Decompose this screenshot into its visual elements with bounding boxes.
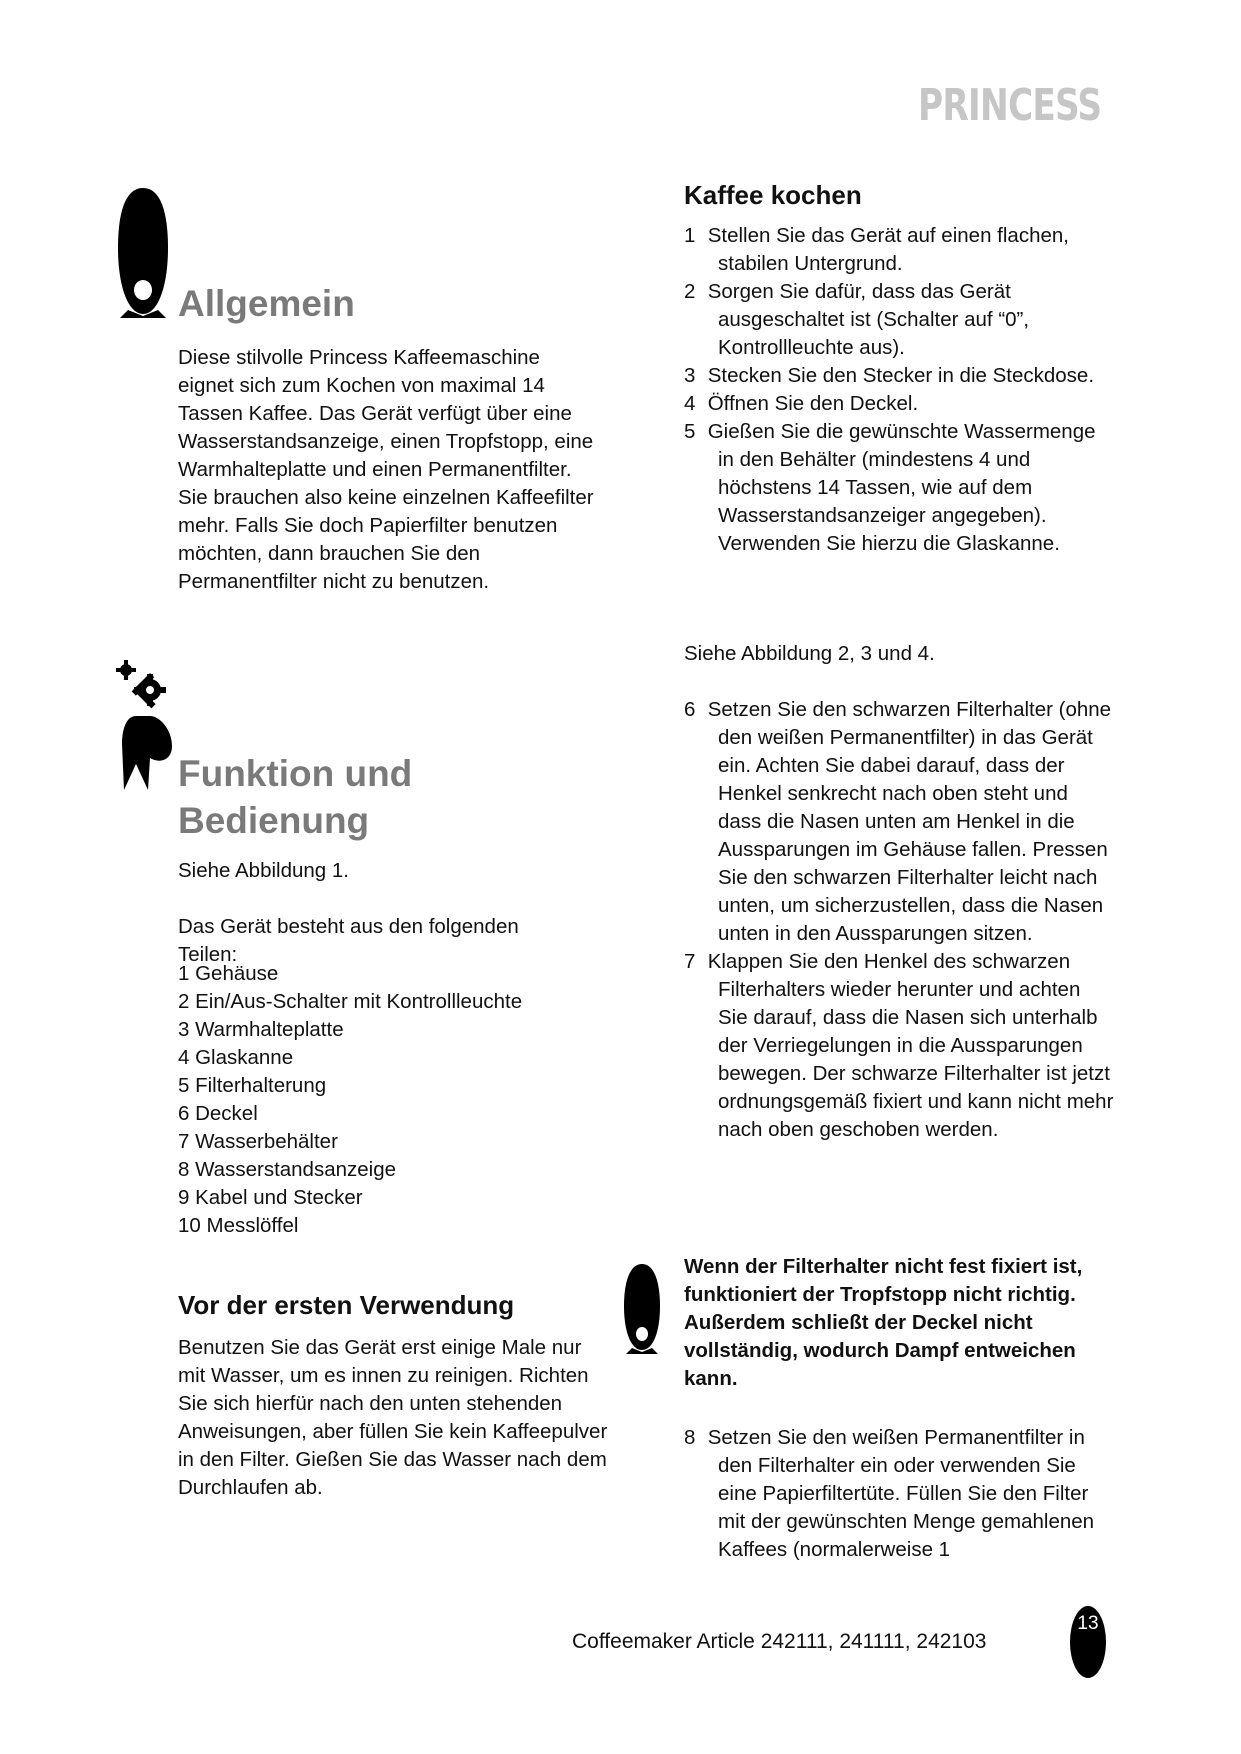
princess-logo: PRINCESS (918, 80, 1102, 131)
list-item: 4 Öffnen Sie den Deckel. (684, 392, 919, 415)
list-item: 7 Wasserbehälter (178, 1130, 338, 1153)
list-item: 9 Kabel und Stecker (178, 1186, 363, 1209)
list-item: 5 Filterhalterung (178, 1074, 327, 1097)
list-item: 3 Warmhalteplatte (178, 1018, 344, 1041)
list-item: 10 Messlöffel (178, 1214, 299, 1237)
page-number-badge: 13 (1070, 1606, 1106, 1678)
footer-article: Coffeemaker Article 242111, 241111, 242103 (572, 1630, 987, 1653)
exclamation-icon (112, 186, 174, 326)
section-title-kaffee-kochen: Kaffee kochen (684, 180, 862, 210)
list-item: 6 Deckel (178, 1102, 258, 1125)
section-title-allgemein: Allgemein (178, 283, 355, 324)
list-item: 1 Stellen Sie das Gerät auf einen flachen, stabilen Untergrund. (684, 224, 1069, 275)
list-item: 3 Stecken Sie den Stecker in die Steckdose. (684, 364, 1095, 387)
section-title-first-use: Vor der ersten Verwendung (178, 1290, 515, 1320)
list-item: 7 Klappen Sie den Henkel des schwarzen Filterhalters wieder herunter und achten Sie darauf, dass die Nasen sich unterhalb der Verriegelungen in die Aussparungen bewegen. Der schwarze Filterhalter ist jetzt ordnungsgemäß fixiert und kann nicht mehr nach oben geschoben werden. (684, 950, 1114, 1141)
steps-list-a (684, 222, 1114, 558)
list-item: 2 Sorgen Sie dafür, dass das Gerät ausgeschaltet ist (Schalter auf “0”, Kontrollleuchte aus). (684, 280, 1030, 359)
list-item: 4 Glaskanne (178, 1046, 294, 1069)
exclamation-icon (620, 1262, 664, 1358)
warning-note: Wenn der Filterhalter nicht fest fixiert ist, funktioniert der Tropfstopp nicht richtig. Außerdem schließt der Deckel nicht vollständig, wodurch Dampf entweichen kann. (684, 1255, 1083, 1390)
first-use-text: Benutzen Sie das Gerät erst einige Male nur mit Wasser, um es innen zu reinigen. Richten Sie sich hierfür nach den unten stehenden Anweisungen, aber füllen Sie kein Kaffeepulver in den Filter. Gießen Sie das Wasser nach dem Durchlaufen ab. (178, 1336, 608, 1499)
list-item: 6 Setzen Sie den schwarzen Filterhalter (ohne den weißen Permanentfilter) in das Gerät ein. Achten Sie dabei darauf, dass der Henkel senkrecht nach oben steht und dass die Nasen unten am Henkel in die Aussparungen im Gehäuse fallen. Pressen Sie den schwarzen Filterhalter leicht nach unten, um sicherzustellen, dass die Nasen unten in den Aussparungen sitzen. (684, 698, 1112, 945)
section-title-funktion-line1: Funktion und (178, 753, 413, 794)
gear-person-icon (116, 660, 180, 792)
allgemein-text: Diese stilvolle Princess Kaffeemaschine eignet sich zum Kochen von maximal 14 Tassen Kaffee. Das Gerät verfügt über eine Wasserstandsanzeige, einen Tropfstopp, eine Warmhalteplatte und einen Permanentfilter. Sie brauchen also keine einzelnen Kaffeefilter mehr. Falls Sie doch Papierfilter benutzen möchten, dann brauchen Sie den Permanentfilter nicht zu benutzen. (178, 346, 594, 593)
list-item: 8 Setzen Sie den weißen Permanentfilter in den Filterhalter ein oder verwenden Sie eine Papierfiltertüte. Füllen Sie den Filter mit der gewünschten Menge gemahlenen Kaffees (normalerweise 1 (684, 1426, 1095, 1561)
list-item: 1 Gehäuse (178, 962, 279, 985)
steps-list-b (684, 696, 1114, 1144)
parts-list (178, 960, 522, 1240)
section-title-funktion-line2: Bedienung (178, 800, 370, 841)
list-item: 2 Ein/Aus-Schalter mit Kontrollleuchte (178, 990, 523, 1013)
list-item: 5 Gießen Sie die gewünschte Wassermenge in den Behälter (mindestens 4 und höchstens 14 Tassen, wie auf dem Wasserstandsanzeiger angegeben). Verwenden Sie hierzu die Glaskanne. (684, 420, 1096, 555)
see-figure-1: Siehe Abbildung 1. (178, 859, 349, 882)
steps-list-c (684, 1424, 1114, 1564)
parts-intro: Das Gerät besteht aus den folgenden Teilen: (178, 915, 519, 966)
list-item: 8 Wasserstandsanzeige (178, 1158, 397, 1181)
see-figures-2-3-4: Siehe Abbildung 2, 3 und 4. (684, 642, 935, 665)
